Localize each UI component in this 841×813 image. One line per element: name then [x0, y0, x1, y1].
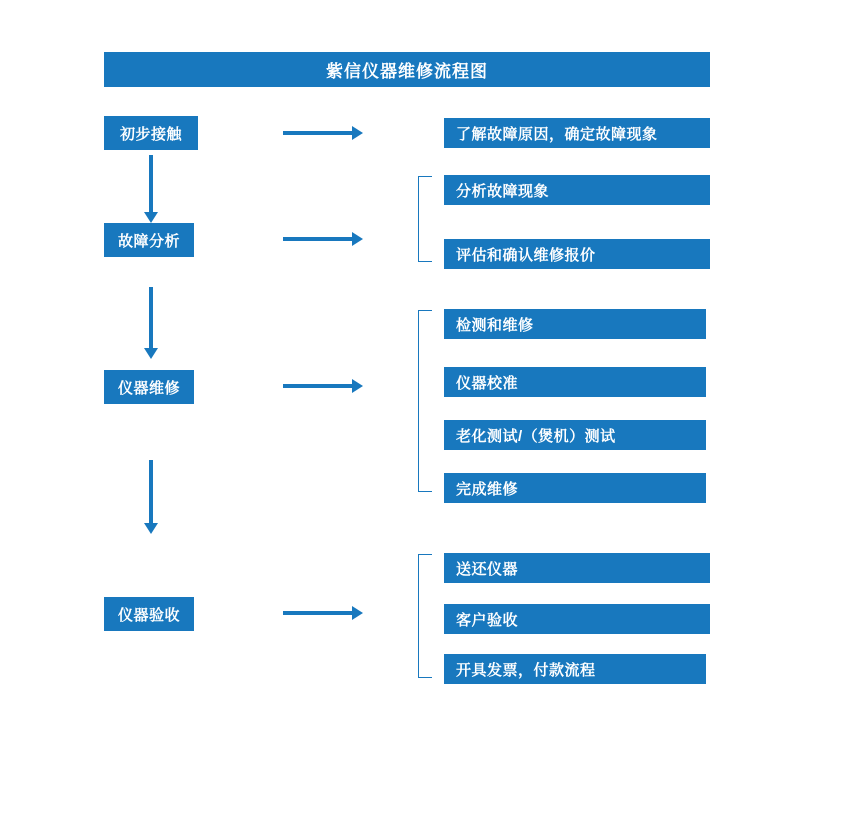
arrow-stage3-to-stage4 — [144, 460, 158, 534]
bracket-stage3 — [418, 310, 432, 492]
page-title: 紫信仪器维修流程图 — [104, 52, 710, 87]
arrow-stage2-to-details — [283, 232, 363, 246]
arrow-stage3-to-details — [283, 379, 363, 393]
detail-box-stage3-1: 检测和维修 — [444, 309, 706, 339]
arrow-stage1-to-stage2 — [144, 155, 158, 223]
detail-box-stage3-3: 老化测试/（煲机）测试 — [444, 420, 706, 450]
stage-box-fault-analysis: 故障分析 — [104, 223, 194, 257]
stage-box-instrument-acceptance: 仪器验收 — [104, 597, 194, 631]
detail-box-stage4-3: 开具发票，付款流程 — [444, 654, 706, 684]
bracket-stage2 — [418, 176, 432, 262]
detail-box-stage3-4: 完成维修 — [444, 473, 706, 503]
bracket-stage4 — [418, 554, 432, 678]
detail-box-stage4-1: 送还仪器 — [444, 553, 710, 583]
detail-box-stage2-2: 评估和确认维修报价 — [444, 239, 710, 269]
arrow-stage1-to-details — [283, 126, 363, 140]
arrow-stage4-to-details — [283, 606, 363, 620]
detail-box-stage2-1: 分析故障现象 — [444, 175, 710, 205]
detail-box-stage1-1: 了解故障原因，确定故障现象 — [444, 118, 710, 148]
stage-box-instrument-repair: 仪器维修 — [104, 370, 194, 404]
stage-box-initial-contact: 初步接触 — [104, 116, 198, 150]
detail-box-stage3-2: 仪器校准 — [444, 367, 706, 397]
arrow-stage2-to-stage3 — [144, 287, 158, 359]
detail-box-stage4-2: 客户验收 — [444, 604, 710, 634]
